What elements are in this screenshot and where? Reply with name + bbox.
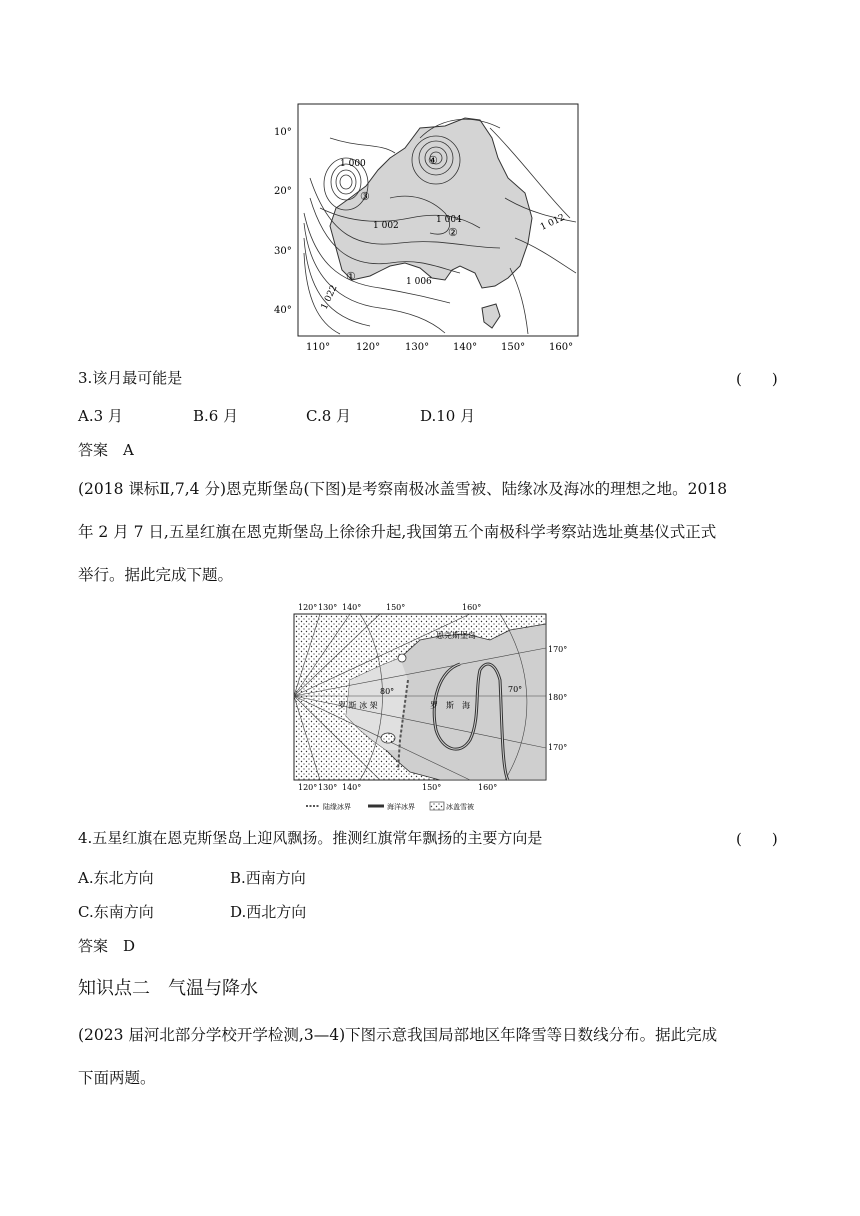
lat-label: 10° <box>274 127 292 138</box>
legend-label: 冰盖雪被 <box>446 803 474 811</box>
top-lon-label: 130° <box>318 603 338 612</box>
question-3-paren: ( ) <box>736 370 778 388</box>
top-lon-label: 160° <box>462 603 482 612</box>
legend-snow-swatch <box>430 802 444 810</box>
question-3-option-b: B.6 月 <box>193 407 239 425</box>
bottom-lon-label: 160° <box>478 783 498 792</box>
legend-label: 陆缘冰界 <box>323 803 351 811</box>
question-3-option-c: C.8 月 <box>306 407 352 425</box>
intro-3-line-1: (2023 届河北部分学校开学检测,3—4)下图示意我国局部地区年降雪等日数线分布。据此完成 <box>78 1026 718 1044</box>
intro-2-line-3: 举行。据此完成下题。 <box>78 566 234 584</box>
lon-label: 160° <box>549 342 574 353</box>
question-3-stem: 3.该月最可能是 <box>78 369 183 387</box>
place-sea: 罗 斯 海 <box>430 701 470 710</box>
section-title: 知识点二 气温与降水 <box>78 978 258 999</box>
lat-label: 80° <box>380 687 395 696</box>
top-lon-label: 120° <box>298 603 318 612</box>
point-label: ③ <box>360 190 370 203</box>
question-4-option-a: A.东北方向 <box>78 869 154 887</box>
lon-label: 110° <box>306 342 331 353</box>
question-3-option-d: D.10 月 <box>420 407 476 425</box>
bottom-lon-label: 140° <box>342 783 362 792</box>
bottom-lon-label: 150° <box>422 783 442 792</box>
place-island: 恩克斯堡岛 <box>436 631 476 640</box>
lon-label: 120° <box>356 342 381 353</box>
lat-label: 70° <box>508 685 523 694</box>
point-label: ② <box>448 226 458 239</box>
lon-label: 150° <box>501 342 526 353</box>
question-3-option-a: A.3 月 <box>78 407 123 425</box>
right-label: 180° <box>548 693 568 702</box>
question-4-paren: ( ) <box>736 830 778 848</box>
right-label: 170° <box>548 645 568 654</box>
intro-3-line-2: 下面两题。 <box>78 1069 156 1087</box>
point-label: ④ <box>428 154 438 167</box>
question-4-option-d: D.西北方向 <box>230 903 307 921</box>
isobar-label: 1 002 <box>373 221 399 231</box>
question-4-answer: 答案 D <box>78 937 136 955</box>
lon-label: 130° <box>405 342 430 353</box>
isobar-label: 1 004 <box>436 215 462 225</box>
lat-label: 30° <box>274 246 292 257</box>
question-4-stem: 4.五星红旗在恩克斯堡岛上迎风飘扬。推测红旗常年飘扬的主要方向是 <box>78 829 543 847</box>
isobar-label: 1 012 <box>539 212 567 233</box>
lat-label: 20° <box>274 186 292 197</box>
question-4-option-c: C.东南方向 <box>78 903 154 921</box>
isobar-label: 1 022 <box>319 283 340 312</box>
question-4-option-b: B.西南方向 <box>230 869 306 887</box>
bottom-lon-label: 120° <box>298 783 318 792</box>
legend-label: 海洋冰界 <box>387 803 415 811</box>
isobar-label: 1 000 <box>340 159 366 169</box>
ross-sea-map <box>290 600 580 816</box>
lon-label: 140° <box>453 342 478 353</box>
point-label: ① <box>346 270 356 283</box>
top-lon-label: 140° <box>342 603 362 612</box>
question-3-answer: 答案 A <box>78 441 134 459</box>
isobar-label: 1 006 <box>406 277 432 287</box>
place-shelf: 罗 斯 冰 架 <box>338 701 378 710</box>
intro-2-line-2: 年 2 月 7 日,五星红旗在恩克斯堡岛上徐徐升起,我国第五个南极科学考察站选址奠基仪式正式 <box>78 523 717 541</box>
isobar-map <box>270 98 590 358</box>
bottom-lon-label: 130° <box>318 783 338 792</box>
lat-label: 40° <box>274 305 292 316</box>
top-lon-label: 150° <box>386 603 406 612</box>
right-label: 170° <box>548 743 568 752</box>
intro-2-line-1: (2018 课标Ⅱ,7,4 分)恩克斯堡岛(下图)是考察南极冰盖雪被、陆缘冰及海冰的理想之地。2018 <box>78 480 728 498</box>
